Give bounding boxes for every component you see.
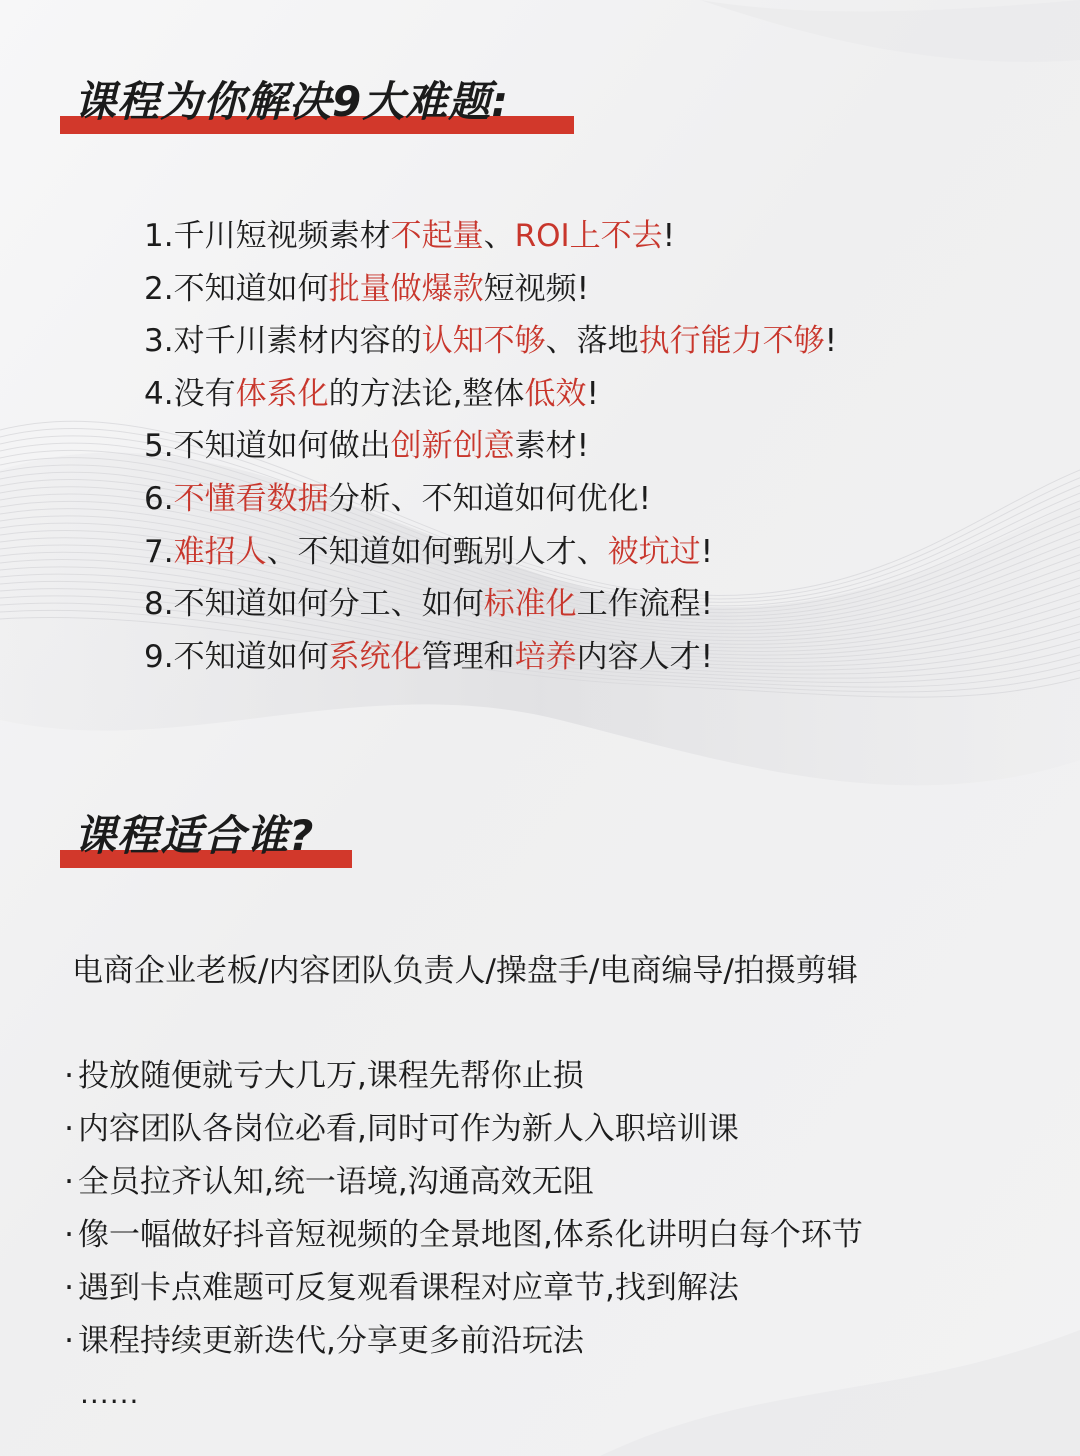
highlighted-phrase: 标准化 (483, 586, 577, 623)
problem-item (144, 473, 837, 526)
bullet-dot: · (64, 1270, 74, 1306)
problem-item (144, 210, 837, 263)
benefit-item (60, 1262, 863, 1315)
problem-text: ! (662, 218, 676, 254)
problem-text: 1.千川短视频素材 (144, 218, 391, 254)
problem-text: 素材! (514, 428, 590, 465)
benefit-item (60, 1156, 863, 1209)
problem-item (144, 263, 837, 316)
highlighted-phrase: ROI上不去 (514, 218, 663, 254)
highlighted-phrase: 批量做爆款 (328, 270, 484, 307)
highlighted-phrase: 体系化 (235, 375, 329, 412)
benefit-text: 遇到卡点难题可反复观看课程对应章节,找到解法 (78, 1270, 739, 1306)
audience-line: 电商企业老板/内容团队负责人/操盘手/电商编导/拍摄剪辑 (72, 953, 858, 989)
problem-text: 9.不知道如何 (144, 638, 329, 675)
benefit-text: 课程持续更新迭代,分享更多前沿玩法 (78, 1323, 584, 1359)
highlighted-phrase: 培养 (514, 638, 577, 675)
benefit-text: 投放随便就亏大几万,课程先帮你止损 (78, 1058, 584, 1094)
highlighted-phrase: 不起量 (390, 218, 484, 254)
problem-text: 8.不知道如何分工、如何 (144, 586, 484, 623)
benefit-text: 内容团队各岗位必看,同时可作为新人入职培训课 (78, 1111, 739, 1147)
problem-text: 的方法论,整体 (328, 375, 525, 412)
problem-item (144, 526, 837, 579)
problem-text: 分析、不知道如何优化! (328, 480, 652, 517)
bullet-dot: · (64, 1111, 74, 1147)
highlighted-phrase: 被坑过 (607, 533, 701, 570)
problem-text: 短视频! (483, 270, 590, 307)
audience-heading-text: 课程适合谁? (74, 811, 315, 860)
more-ellipsis: ...... (80, 1377, 140, 1410)
problem-text: 、不知道如何甄别人才、 (266, 533, 608, 570)
problem-text: ! (824, 323, 838, 360)
benefit-item (60, 1315, 863, 1368)
highlighted-phrase: 执行能力不够 (638, 323, 825, 360)
problem-item (144, 420, 837, 473)
problem-text: 、落地 (545, 323, 639, 360)
highlighted-phrase: 认知不够 (421, 323, 546, 360)
problem-text: ! (586, 375, 599, 412)
problem-item (144, 315, 837, 368)
problem-text: 工作流程! (576, 586, 714, 623)
highlighted-phrase: 难招人 (173, 533, 267, 570)
highlighted-phrase: 不懂看数据 (173, 480, 329, 517)
benefit-item (60, 1050, 863, 1103)
problems-heading-text: 课程为你解决9大难题: (74, 77, 510, 126)
bullet-dot: · (64, 1164, 74, 1200)
problem-item (144, 578, 837, 631)
problem-text: 4.没有 (144, 375, 236, 412)
problem-text: 内容人才! (576, 638, 714, 675)
problem-text: 3.对千川素材内容的 (144, 323, 422, 360)
problem-text: ! (700, 533, 714, 570)
problem-item (144, 631, 837, 684)
benefit-text: 像一幅做好抖音短视频的全景地图,体系化讲明白每个环节 (78, 1217, 863, 1253)
problem-text: 2.不知道如何 (144, 270, 329, 307)
benefit-list (60, 1050, 863, 1368)
highlighted-phrase: 系统化 (328, 638, 422, 675)
bullet-dot: · (64, 1058, 74, 1094)
benefit-item (60, 1209, 863, 1262)
problem-text: 6. (144, 480, 174, 517)
bullet-dot: · (64, 1217, 74, 1253)
problem-item (144, 368, 837, 421)
highlighted-phrase: 低效 (524, 375, 587, 412)
problem-list (144, 210, 837, 683)
problem-text: 5.不知道如何做出 (144, 428, 391, 465)
benefit-text: 全员拉齐认知,统一语境,沟通高效无阻 (78, 1164, 594, 1200)
problem-text: 管理和 (421, 638, 515, 675)
problem-text: 、 (483, 218, 515, 254)
benefit-item (60, 1103, 863, 1156)
bullet-dot: · (64, 1323, 74, 1359)
problem-text: 7. (144, 533, 174, 570)
highlighted-phrase: 创新创意 (390, 428, 515, 465)
